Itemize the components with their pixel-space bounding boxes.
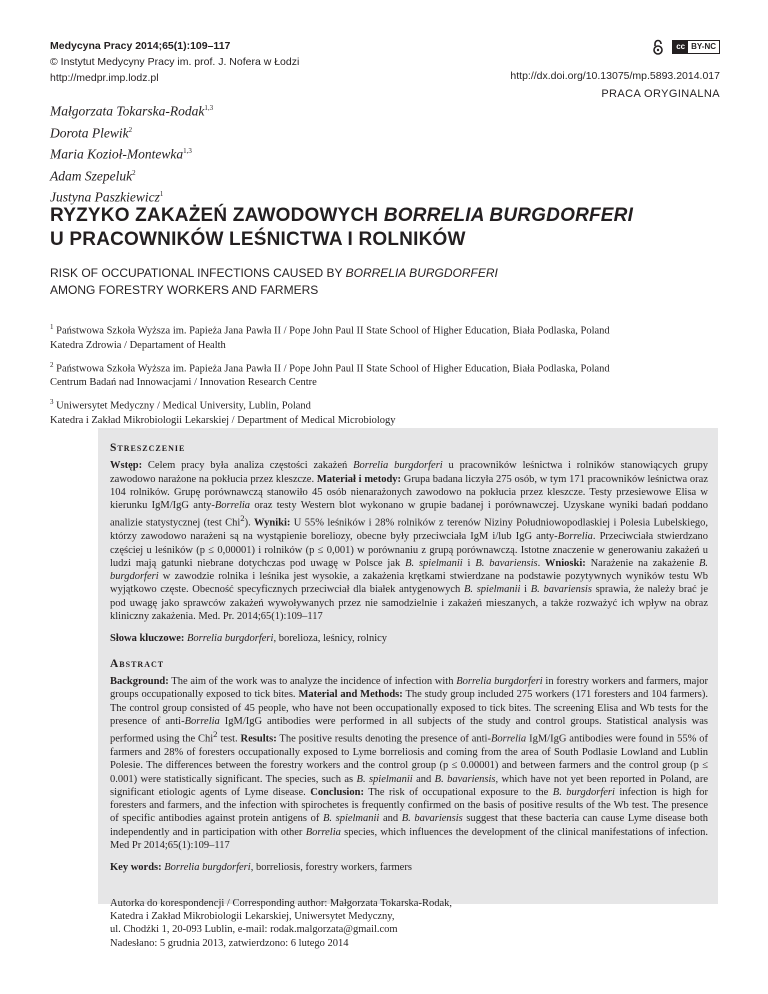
cc-license-badge[interactable] [672, 40, 720, 54]
affiliation-item: $^1$ Państwowa Szkoła Wyższa im. Papieża Jana Pawła II / Pope John Paul II State School of Higher Education, Biała Podlaska, Poland Katedra Zdrowia / Departament of Health [50, 323, 610, 351]
article-title: RYZYKO ZAKAŻEŃ ZAWODOWYCH BORRELIA BURGDORFERI U PRACOWNIKÓW LEŚNICTWA I ROLNIKÓW [50, 205, 634, 250]
journal-url[interactable]: http://medpr.imp.lodz.pl [50, 72, 159, 84]
author-name: Małgorzata Tokarska-Rodak$^{1,3}$ [50, 103, 214, 119]
license-row [510, 38, 720, 56]
author-name: Justyna Paszkiewicz$^1$ [50, 189, 164, 205]
doi-header [510, 38, 720, 84]
article-type-label: PRACA ORYGINALNA [597, 88, 720, 100]
abstract-heading: Abstract [110, 657, 165, 670]
copyright-line: © Instytut Medycyny Pracy im. prof. J. Nofera w Łodzi [50, 56, 300, 68]
doi-link[interactable]: http://dx.doi.org/10.13075/mp.5893.2014.017 [510, 70, 720, 82]
abstract-text: Background: The aim of the work was to analyze the incidence of infection with Borrelia burgdorferi in forestry workers and farmers, major groups occupationally exposed to tick bites. Material and Methods: The study group included 275 workers (171 foresters and 104 farmers). The control group consisted of 45 people, who have not been occupationally exposed to tick bites. The screening Elisa and Wb tests for the presence of anti-Borrelia IgM/IgG antibodies were performed in all subjects of the study and control groups. Statistical analysis was performed using the Chi$^2$ test. Results: The positive results denoting the presence of anti-Borrelia IgM/IgG antibodies were found in 55% of farmers and 28% of foresters occupationally exposed to Lyme borreliosis and coming from the area of South Podlasie Lowland and Lublin Polesie. The differences between the forestry workers and the control group (p ≤ 0.00001) and between farmers and the control group (p ≤ 0.001) were statistically significant. The species, such as B. spielmanii and B. bavariensis, which have not yet been reported in Poland, are significant etiologic agents of Lyme disease. Conclusion: The risk of occupational exposure to the B. burgdorferi infection is high for foresters and farmers, and the infection with spirochetes is frequently confirmed on the basis of positive results of the Wb test. The presence of specific antibodies against protein antigens of B. spielmanii and B. bavariensis suggest that these bacteria can cause Lyme disease both independently and in participation with other Borrelia species, which influences the development of the clinical manifestations of infection. Med Pr 2014;65(1):109–117 [110, 675, 709, 852]
slowa-kluczowe: Słowa kluczowe: Borrelia burgdorferi, borelioza, leśnicy, rolnicy [110, 633, 388, 645]
author-name: Maria Kozioł-Montewka$^{1,3}$ [50, 146, 192, 162]
author-name: Dorota Plewik$^2$ [50, 125, 133, 140]
streszczenie-heading: Streszczenie [110, 442, 186, 454]
submission-dates: Nadesłano: 5 grudnia 2013, zatwierdzono: 6 lutego 2014 [110, 937, 349, 949]
key-words: Key words: Borrelia burgdorferi, borreliosis, forestry workers, farmers [110, 862, 412, 874]
affiliation-item: $^2$ Państwowa Szkoła Wyższa im. Papieża Jana Pawła II / Pope John Paul II State School of Higher Education, Biała Podlaska, Poland Centrum Badań nad Innowacjami / Innovation Research Centre [50, 360, 610, 388]
author-list [50, 99, 213, 207]
affiliation-item: $^3$ Uniwersytet Medyczny / Medical University, Lublin, Poland Katedra i Zakład Mikrobiologii Lekarskiej / Department of Medical Microbiology [50, 398, 396, 426]
open-access-icon [652, 39, 664, 55]
abstract-box [98, 428, 718, 949]
affiliation-list [50, 320, 730, 433]
license-label: BY-NC [691, 42, 716, 51]
correspondence-block: Autorka do korespondencji / Corresponding author: Małgorzata Tokarska-Rodak, Katedra i Zakład Mikrobiologii Lekarskiej, Uniwersytet Medyczny, ul. Chodźki 1, 20-093 Lublin, e-mail: rodak.malgorzata@gmail.com Nadesłano: 5 grudnia 2013, zatwierdzono: 6 lutego 2014 [110, 897, 708, 950]
article-title-english: RISK OF OCCUPATIONAL INFECTIONS CAUSED BY BORRELIA BURGDORFERI AMONG FORESTRY WORKERS AND FARMERS [50, 266, 498, 297]
journal-citation: Medycyna Pracy 2014;65(1):109–117 [50, 40, 231, 52]
author-name: Adam Szepeluk$^2$ [50, 168, 136, 183]
journal-header [50, 38, 299, 86]
cc-icon: cc [673, 41, 688, 53]
streszczenie-text: Wstęp: Celem pracy była analiza częstości zakażeń Borrelia burgdorferi u pracowników leśnictwa i rolników stanowiących grupy zawodowo narażone na pokłucia przez kleszcze. Materiał i metody: Grupa badana liczyła 275 osób, w tym 171 pracowników leśnictwa oraz 104 rolników. Grupę porównawczą stanowiło 45 osób nienarażonych zawodowo na pokłucia przez kleszcze. Testy przesiewowe Elisa w kierunku IgM/IgG anty-Borrelia oraz testy Western blot wykonano w grupie badanej i porównawczej. Uzyskane wyniki badań poddano analizie statystycznej (test Chi$^2$). Wyniki: U 55% leśników i 28% rolników z terenów Niziny Południowopodlaskiej i Polesia Lubelskiego, którzy zawodowo narażeni są na wystąpienie boreliozy, obecne były przeciwciała IgM i/lub IgG anty-Borrelia. Przeciwciała stwierdzano częściej u leśników (p ≤ 0,00001) i rolników (p ≤ 0,001) w porównaniu z grupą porównawczą. Istotne znaczenie w generowaniu zakażeń u ludzi mają gatunki niebrane dotychczas pod uwagę w Polsce jak B. spielmanii i B. bavariensis. Wnioski: Narażenie na zakażenie B. burgdorferi w zawodzie rolnika i leśnika jest wysokie, a zakażenia krętkami stwierdzane na podstawie pozytywnych wyników testu Wb wyjątkowo częste. Obecność specyficznych przeciwciał dla białek antygenowych B. spielmanii i B. bavariensis sprawia, że należy brać je pod uwagę jako sprawców zakażeń wywoływanych przez nie samodzielnie i zakażeń mieszanych, a także rozważyć ich wpływ na obraz kliniczny zakażenia. Med. Pr. 2014;65(1):109–117 [110, 460, 708, 623]
correspondence-address: ul. Chodźki 1, 20-093 Lublin, e-mail: rodak.malgorzata@gmail.com [110, 924, 398, 936]
